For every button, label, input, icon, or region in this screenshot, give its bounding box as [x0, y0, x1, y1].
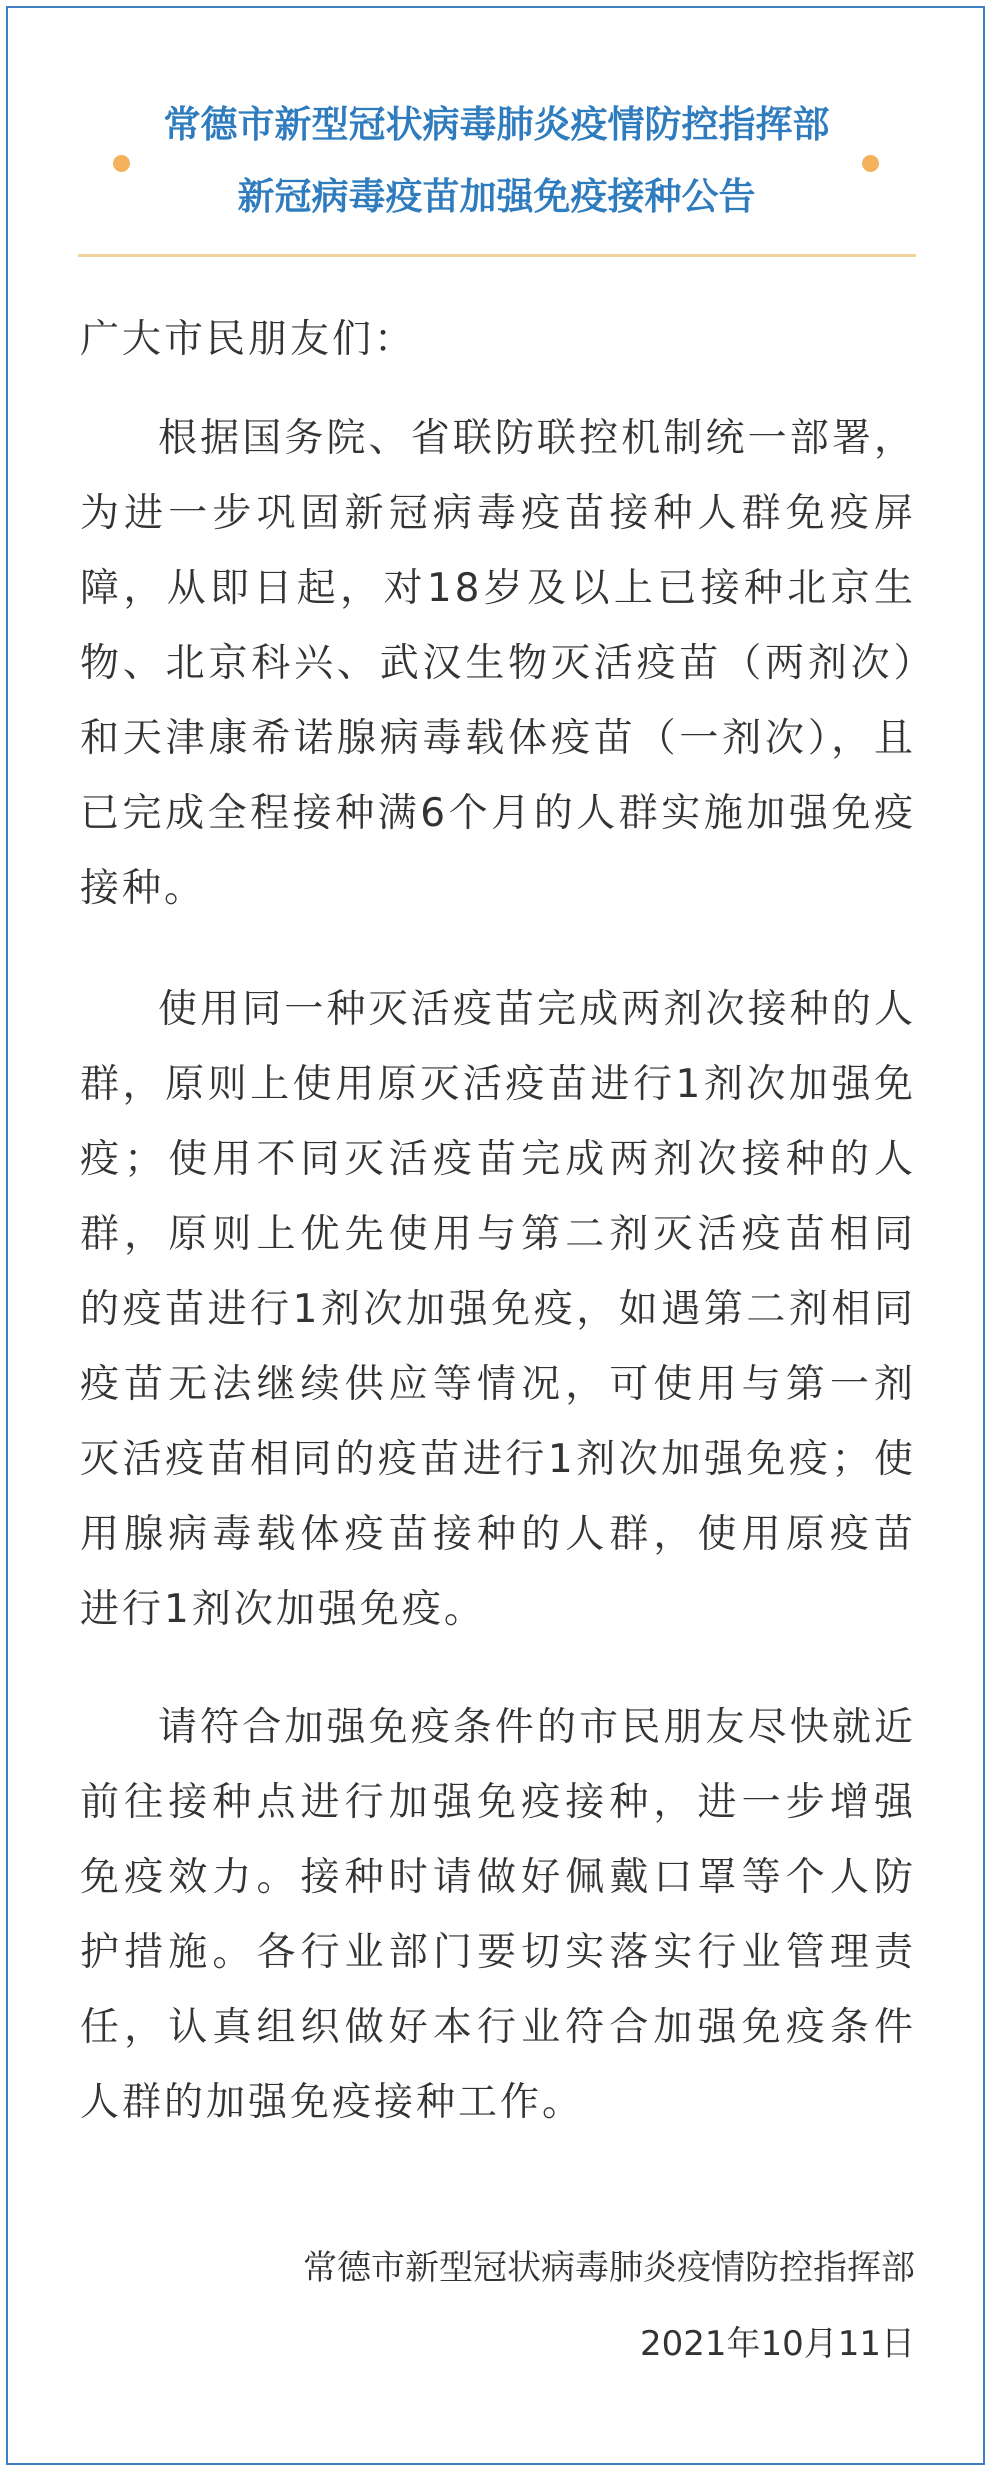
signature-organization: 常德市新型冠状病毒肺炎疫情防控指挥部	[303, 2248, 915, 2288]
decorative-dot-right	[862, 155, 879, 172]
signature-date: 2021年10月11日	[639, 2324, 915, 2364]
paragraph-1: 根据国务院、省联防联控机制统一部署，为进一步巩固新冠病毒疫苗接种人群免疫屏障，从即日起，对18岁及以上已接种北京生物、北京科兴、武汉生物灭活疫苗（两剂次）和天津康希诺腺病毒载体疫苗（一剂次），且已完成全程接种满6个月的人群实施加强免疫接种。	[80, 416, 916, 911]
announcement-title-line-2: 新冠病毒疫苗加强免疫接种公告	[237, 175, 756, 218]
decorative-dot-left	[113, 155, 130, 172]
paragraph-2: 使用同一种灭活疫苗完成两剂次接种的人群，原则上使用原灭活疫苗进行1剂次加强免疫；使用不同灭活疫苗完成两剂次接种的人群，原则上优先使用与第二剂灭活疫苗相同的疫苗进行1剂次加强免疫，如遇第二剂相同疫苗无法继续供应等情况，可使用与第一剂灭活疫苗相同的疫苗进行1剂次加强免疫；使用腺病毒载体疫苗接种的人群，使用原疫苗进行1剂次加强免疫。	[80, 987, 916, 1632]
greeting: 广大市民朋友们：	[80, 317, 417, 362]
header-divider	[78, 254, 916, 257]
paragraph-3: 请符合加强免疫条件的市民朋友尽快就近前往接种点进行加强免疫接种，进一步增强免疫效力。接种时请做好佩戴口罩等个人防护措施。各行业部门要切实落实行业管理责任，认真组织做好本行业符合加强免疫条件人群的加强免疫接种工作。	[80, 1705, 916, 2125]
announcement-title-line-1: 常德市新型冠状病毒肺炎疫情防控指挥部	[163, 103, 830, 146]
